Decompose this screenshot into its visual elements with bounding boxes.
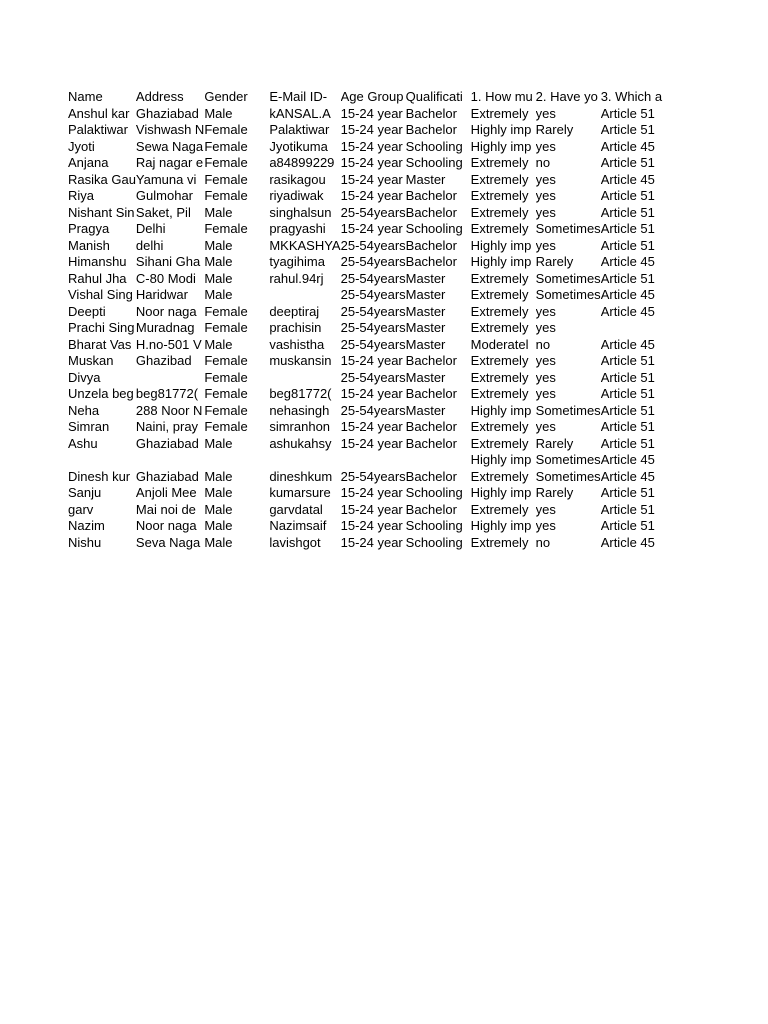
table-cell: Muskan xyxy=(68,353,114,368)
table-cell: Simran xyxy=(68,419,110,434)
table-cell: Male xyxy=(204,435,233,451)
table-cell xyxy=(136,452,204,469)
table-cell: Bachelor xyxy=(405,435,457,451)
table-cell: Anjana xyxy=(68,155,109,170)
table-cell: Extremely xyxy=(470,221,529,236)
table-row xyxy=(68,304,666,321)
table-cell: Sometimes xyxy=(535,468,601,484)
table-cell: Deepti xyxy=(68,303,106,319)
table-cell: yes xyxy=(535,419,556,434)
table-cell: Article 51 xyxy=(600,402,655,418)
table-cell: yes xyxy=(535,171,556,187)
table-cell: Female xyxy=(204,402,248,418)
table-cell: dineshkum xyxy=(269,468,333,484)
table-cell: Highly imp xyxy=(470,138,532,154)
table-cell: pragyashi xyxy=(269,221,326,236)
table-cell: Extremely xyxy=(470,204,529,220)
table-cell: Article 51 xyxy=(600,386,655,401)
table-cell: Nishant Sin xyxy=(68,204,135,220)
table-cell: Rarely xyxy=(535,485,574,500)
table-cell: C-80 Modi xyxy=(135,270,196,286)
table-cell: Article 51 xyxy=(600,369,655,385)
table-row xyxy=(68,106,666,123)
table-cell: Female xyxy=(204,138,248,154)
table-cell: Article 51 xyxy=(600,122,655,137)
table-cell: Article 45 xyxy=(600,303,655,319)
table-cell: 25-54years xyxy=(340,369,406,385)
table-cell: muskansin xyxy=(269,353,332,368)
header-cell: 1. How mu xyxy=(470,89,533,104)
table-cell: yes xyxy=(535,501,556,517)
table-row xyxy=(68,188,666,205)
table-cell: Ghaziabad xyxy=(135,468,199,484)
table-cell: Nazim xyxy=(68,518,105,533)
header-row xyxy=(68,89,666,106)
table-row xyxy=(68,287,666,304)
table-cell: deeptiraj xyxy=(269,303,320,319)
table-cell: beg81772( xyxy=(135,386,199,401)
table-cell: Schooling xyxy=(405,155,463,170)
table-cell: Article 45 xyxy=(600,138,655,154)
table-cell: Vishal Sing xyxy=(68,287,133,302)
table-cell: vashistha xyxy=(269,336,325,352)
table-cell: Ghaziabad xyxy=(135,435,199,451)
header-cell: Age Group xyxy=(340,89,404,104)
table-cell: Muradnag xyxy=(135,320,195,335)
table-cell: Article 51 xyxy=(600,204,655,220)
table-cell: rasikagou xyxy=(269,171,326,187)
table-row xyxy=(68,518,666,535)
table-cell xyxy=(601,320,666,337)
survey-table xyxy=(68,89,666,551)
table-cell: yes xyxy=(535,303,556,319)
table-row xyxy=(68,370,666,387)
table-cell: 15-24 year xyxy=(340,435,403,451)
table-cell: Noor naga xyxy=(135,303,197,319)
table-row xyxy=(68,535,666,552)
table-row xyxy=(68,403,666,420)
table-cell: Female xyxy=(204,419,248,434)
table-cell: Article 51 xyxy=(600,518,655,533)
table-cell: 25-54years xyxy=(340,336,406,352)
table-cell: 15-24 year xyxy=(340,353,403,368)
table-cell: Male xyxy=(204,534,233,550)
table-cell: 15-24 year xyxy=(340,534,403,550)
table-cell: Extremely xyxy=(470,270,529,286)
table-cell: Female xyxy=(204,155,248,170)
table-cell: Article 51 xyxy=(600,105,655,121)
table-cell: Sometimes xyxy=(535,452,601,467)
table-cell: Moderatel xyxy=(470,336,529,352)
table-cell: Seva Naga xyxy=(135,534,201,550)
table-cell: Unzela beg xyxy=(68,386,134,401)
spreadsheet xyxy=(68,89,666,551)
table-cell: 15-24 year xyxy=(340,188,403,203)
table-cell xyxy=(204,452,269,469)
table-row xyxy=(68,337,666,354)
table-cell: no xyxy=(535,336,551,352)
table-row xyxy=(68,139,666,156)
table-cell: Ghazibad xyxy=(135,353,192,368)
table-cell: Bachelor xyxy=(405,105,457,121)
table-cell: Gulmohar xyxy=(135,188,193,203)
table-cell: H.no-501 V xyxy=(135,336,202,352)
table-cell: 25-54years xyxy=(340,204,406,220)
table-cell: Male xyxy=(204,336,233,352)
table-cell: Schooling xyxy=(405,534,463,550)
table-cell: Neha xyxy=(68,402,100,418)
table-cell: Extremely xyxy=(470,468,529,484)
table-cell: 15-24 year xyxy=(340,171,403,187)
table-cell: Bachelor xyxy=(405,254,457,269)
table-cell: Palaktiwar xyxy=(269,122,330,137)
table-cell xyxy=(136,370,204,387)
table-cell xyxy=(68,452,136,469)
table-cell: 25-54years xyxy=(340,468,406,484)
table-cell: Extremely xyxy=(470,105,529,121)
table-row xyxy=(68,469,666,486)
table-row xyxy=(68,485,666,502)
table-cell: Sometimes xyxy=(535,402,601,418)
table-cell: Master xyxy=(405,369,446,385)
table-cell: Raj nagar e xyxy=(135,155,204,170)
table-cell: Female xyxy=(204,303,248,319)
table-row xyxy=(68,238,666,255)
table-cell: Bachelor xyxy=(405,204,457,220)
table-cell: Highly imp xyxy=(470,237,532,253)
table-cell: Extremely xyxy=(470,188,529,203)
table-cell: Female xyxy=(204,188,248,203)
table-cell: 15-24 year xyxy=(340,122,403,137)
table-cell: Female xyxy=(204,386,248,401)
table-cell: Extremely xyxy=(470,155,529,170)
table-cell: Dinesh kur xyxy=(68,468,131,484)
table-cell: Article 45 xyxy=(600,171,655,187)
table-cell: garvdatal xyxy=(269,501,323,517)
table-cell: Bachelor xyxy=(405,468,457,484)
table-cell: yes xyxy=(535,353,556,368)
table-cell: Article 51 xyxy=(600,485,655,500)
table-cell: no xyxy=(535,155,551,170)
table-cell: Highly imp xyxy=(470,254,532,269)
table-cell: Extremely xyxy=(470,386,529,401)
header-cell: Gender xyxy=(204,89,248,104)
table-cell: riyadiwak xyxy=(269,188,324,203)
table-cell: 25-54years xyxy=(340,402,406,418)
table-cell: Yamuna vi xyxy=(135,171,197,187)
table-cell: Highly imp xyxy=(470,518,532,533)
table-cell: garv xyxy=(68,501,94,517)
table-row xyxy=(68,452,666,469)
table-cell: Rarely xyxy=(535,122,574,137)
table-cell: Jyotikuma xyxy=(269,138,328,154)
table-cell: yes xyxy=(535,204,556,220)
table-cell: 15-24 year xyxy=(340,138,403,154)
table-cell: Male xyxy=(204,270,233,286)
table-cell: Extremely xyxy=(470,320,529,335)
table-cell: Anshul kar xyxy=(68,105,130,121)
table-cell: Article 45 xyxy=(600,287,655,302)
table-row xyxy=(68,436,666,453)
table-cell: Palaktiwar xyxy=(68,122,128,137)
table-cell: Female xyxy=(204,221,248,236)
table-cell: Female xyxy=(204,171,248,187)
table-cell: Article 51 xyxy=(600,419,655,434)
table-row xyxy=(68,205,666,222)
table-cell: Article 45 xyxy=(600,254,655,269)
table-cell: Male xyxy=(204,501,233,517)
table-cell: Sihani Gha xyxy=(135,254,201,269)
table-cell: Article 45 xyxy=(600,534,655,550)
table-cell: Article 51 xyxy=(600,353,655,368)
table-cell: yes xyxy=(535,188,556,203)
header-cell: E-Mail ID- xyxy=(269,89,328,104)
table-cell: Sewa Naga xyxy=(135,138,204,154)
table-cell: Extremely xyxy=(470,369,529,385)
table-cell: 15-24 year xyxy=(340,518,403,533)
table-cell xyxy=(341,452,406,469)
table-cell: Master xyxy=(405,336,446,352)
table-cell: Schooling xyxy=(405,485,463,500)
table-cell: Himanshu xyxy=(68,254,127,269)
table-row xyxy=(68,254,666,271)
table-cell: 15-24 year xyxy=(340,386,403,401)
table-cell: Male xyxy=(204,468,233,484)
table-cell xyxy=(269,452,340,469)
table-cell: Saket, Pil xyxy=(135,204,191,220)
table-cell: Divya xyxy=(68,369,101,385)
table-cell: Female xyxy=(204,320,248,335)
table-cell: MKKASHYA xyxy=(269,237,341,253)
table-cell: Bachelor xyxy=(405,122,457,137)
table-cell: yes xyxy=(535,138,556,154)
table-cell: Bachelor xyxy=(405,237,457,253)
table-cell: Master xyxy=(405,171,446,187)
table-cell: 15-24 year xyxy=(340,221,403,236)
table-cell: Schooling xyxy=(405,221,463,236)
table-cell: Highly imp xyxy=(470,485,532,500)
table-cell: Naini, pray xyxy=(135,419,199,434)
table-cell: Riya xyxy=(68,188,95,203)
table-cell: Sometimes xyxy=(535,287,601,302)
table-cell: kumarsure xyxy=(269,485,331,500)
table-cell: Article 45 xyxy=(600,452,655,467)
table-body xyxy=(68,106,666,552)
table-row xyxy=(68,172,666,189)
table-cell: kANSAL.A xyxy=(269,105,331,121)
table-cell: Extremely xyxy=(470,353,529,368)
table-cell: yes xyxy=(535,237,556,253)
table-cell: yes xyxy=(535,386,556,401)
table-cell: Master xyxy=(405,287,446,302)
header-cell: Qualificati xyxy=(405,89,463,104)
table-cell: Master xyxy=(405,303,446,319)
table-cell: Male xyxy=(204,287,233,302)
table-cell: 25-54years xyxy=(340,270,406,286)
table-cell: 15-24 year xyxy=(340,419,403,434)
table-cell: Male xyxy=(204,204,233,220)
table-cell: Article 51 xyxy=(600,270,655,286)
table-cell: no xyxy=(535,534,551,550)
table-row xyxy=(68,320,666,337)
table-cell: yes xyxy=(535,320,556,335)
table-cell: Nazimsaif xyxy=(269,518,327,533)
table-row xyxy=(68,221,666,238)
table-cell: Highly imp xyxy=(470,452,532,467)
table-cell: Extremely xyxy=(470,435,529,451)
table-cell: ashukahsy xyxy=(269,435,332,451)
header-cell: Address xyxy=(135,89,184,104)
table-cell: Female xyxy=(204,122,248,137)
table-cell: Pragya xyxy=(68,221,110,236)
table-cell: Extremely xyxy=(470,171,529,187)
table-cell: singhalsun xyxy=(269,204,332,220)
table-cell: simranhon xyxy=(269,419,331,434)
table-cell: yes xyxy=(535,105,556,121)
table-cell: Article 51 xyxy=(600,435,655,451)
table-cell: Female xyxy=(204,353,248,368)
table-cell: 15-24 year xyxy=(340,105,403,121)
table-cell: Bachelor xyxy=(405,501,457,517)
header-cell: 2. Have yo xyxy=(535,89,598,104)
table-cell: Schooling xyxy=(405,518,463,533)
table-cell: Bachelor xyxy=(405,188,457,203)
table-cell: tyagihima xyxy=(269,254,325,269)
table-cell: lavishgot xyxy=(269,534,321,550)
table-cell: Sanju xyxy=(68,485,102,500)
table-cell: delhi xyxy=(135,237,164,253)
table-cell: Master xyxy=(405,270,446,286)
table-cell: Highly imp xyxy=(470,122,532,137)
table-cell: Article 51 xyxy=(600,155,655,170)
table-cell: Extremely xyxy=(470,287,529,302)
table-cell: Ashu xyxy=(68,435,98,451)
table-cell: prachisin xyxy=(269,320,322,335)
table-cell: Article 45 xyxy=(600,468,655,484)
table-cell: rahul.94rj xyxy=(269,270,324,286)
table-cell: Article 51 xyxy=(600,221,655,236)
table-cell: Sometimes xyxy=(535,221,601,236)
table-cell: Extremely xyxy=(470,501,529,517)
table-cell: Male xyxy=(204,254,233,269)
table-cell: Nishu xyxy=(68,534,102,550)
table-cell: 25-54years xyxy=(340,237,406,253)
table-cell: Extremely xyxy=(470,303,529,319)
table-cell: 288 Noor N xyxy=(135,402,203,418)
table-cell: Noor naga xyxy=(135,518,197,533)
table-cell: Male xyxy=(204,105,233,121)
table-cell: Master xyxy=(405,402,446,418)
table-cell: Schooling xyxy=(405,138,463,154)
table-cell: Ghaziabad xyxy=(135,105,199,121)
table-cell: Article 51 xyxy=(600,501,655,517)
table-cell xyxy=(269,370,340,387)
table-cell: Bachelor xyxy=(405,386,457,401)
table-cell: Master xyxy=(405,320,446,335)
table-cell: Bharat Vas xyxy=(68,336,132,352)
table-cell: yes xyxy=(535,518,556,533)
table-cell: Delhi xyxy=(135,221,166,236)
table-cell: nehasingh xyxy=(269,402,330,418)
table-cell: Jyoti xyxy=(68,138,95,154)
table-cell: 15-24 year xyxy=(340,155,403,170)
table-cell: Bachelor xyxy=(405,419,457,434)
table-cell: Prachi Sing xyxy=(68,320,135,335)
table-cell: Manish xyxy=(68,237,110,253)
table-row xyxy=(68,386,666,403)
table-cell: Article 51 xyxy=(600,237,655,253)
table-cell: 25-54years xyxy=(340,320,406,335)
table-cell: 15-24 year xyxy=(340,501,403,517)
table-cell: Rasika Gau xyxy=(68,171,136,187)
table-cell xyxy=(406,452,471,469)
table-row xyxy=(68,419,666,436)
table-row xyxy=(68,122,666,139)
table-row xyxy=(68,502,666,519)
table-cell: Rarely xyxy=(535,254,574,269)
table-cell: Article 51 xyxy=(600,188,655,203)
table-cell: Bachelor xyxy=(405,353,457,368)
table-cell: Rahul Jha xyxy=(68,270,127,286)
table-cell: 25-54years xyxy=(340,303,406,319)
table-row xyxy=(68,271,666,288)
table-cell: Highly imp xyxy=(470,402,532,418)
table-cell: Female xyxy=(204,369,248,385)
header-cell: 3. Which a xyxy=(600,89,663,104)
table-cell: 25-54years xyxy=(340,254,406,269)
table-row xyxy=(68,353,666,370)
header-cell: Name xyxy=(68,89,103,104)
table-cell: Male xyxy=(204,518,233,533)
table-cell: Male xyxy=(204,237,233,253)
table-cell: a84899229 xyxy=(269,155,335,170)
table-cell: Haridwar xyxy=(135,287,188,302)
table-cell xyxy=(269,287,340,304)
table-cell: Extremely xyxy=(470,534,529,550)
table-cell: Sometimes xyxy=(535,270,601,286)
table-cell: 25-54years xyxy=(340,287,406,302)
table-row xyxy=(68,155,666,172)
table-cell: 15-24 year xyxy=(340,485,403,500)
table-cell: yes xyxy=(535,369,556,385)
table-cell: Article 45 xyxy=(600,336,655,352)
table-cell: Mai noi de xyxy=(135,501,196,517)
table-cell: Male xyxy=(204,485,233,500)
table-cell: Rarely xyxy=(535,435,574,451)
table-cell: Anjoli Mee xyxy=(135,485,197,500)
table-cell: beg81772( xyxy=(269,386,332,401)
table-cell: Vishwash N xyxy=(135,122,205,137)
table-cell: Extremely xyxy=(470,419,529,434)
